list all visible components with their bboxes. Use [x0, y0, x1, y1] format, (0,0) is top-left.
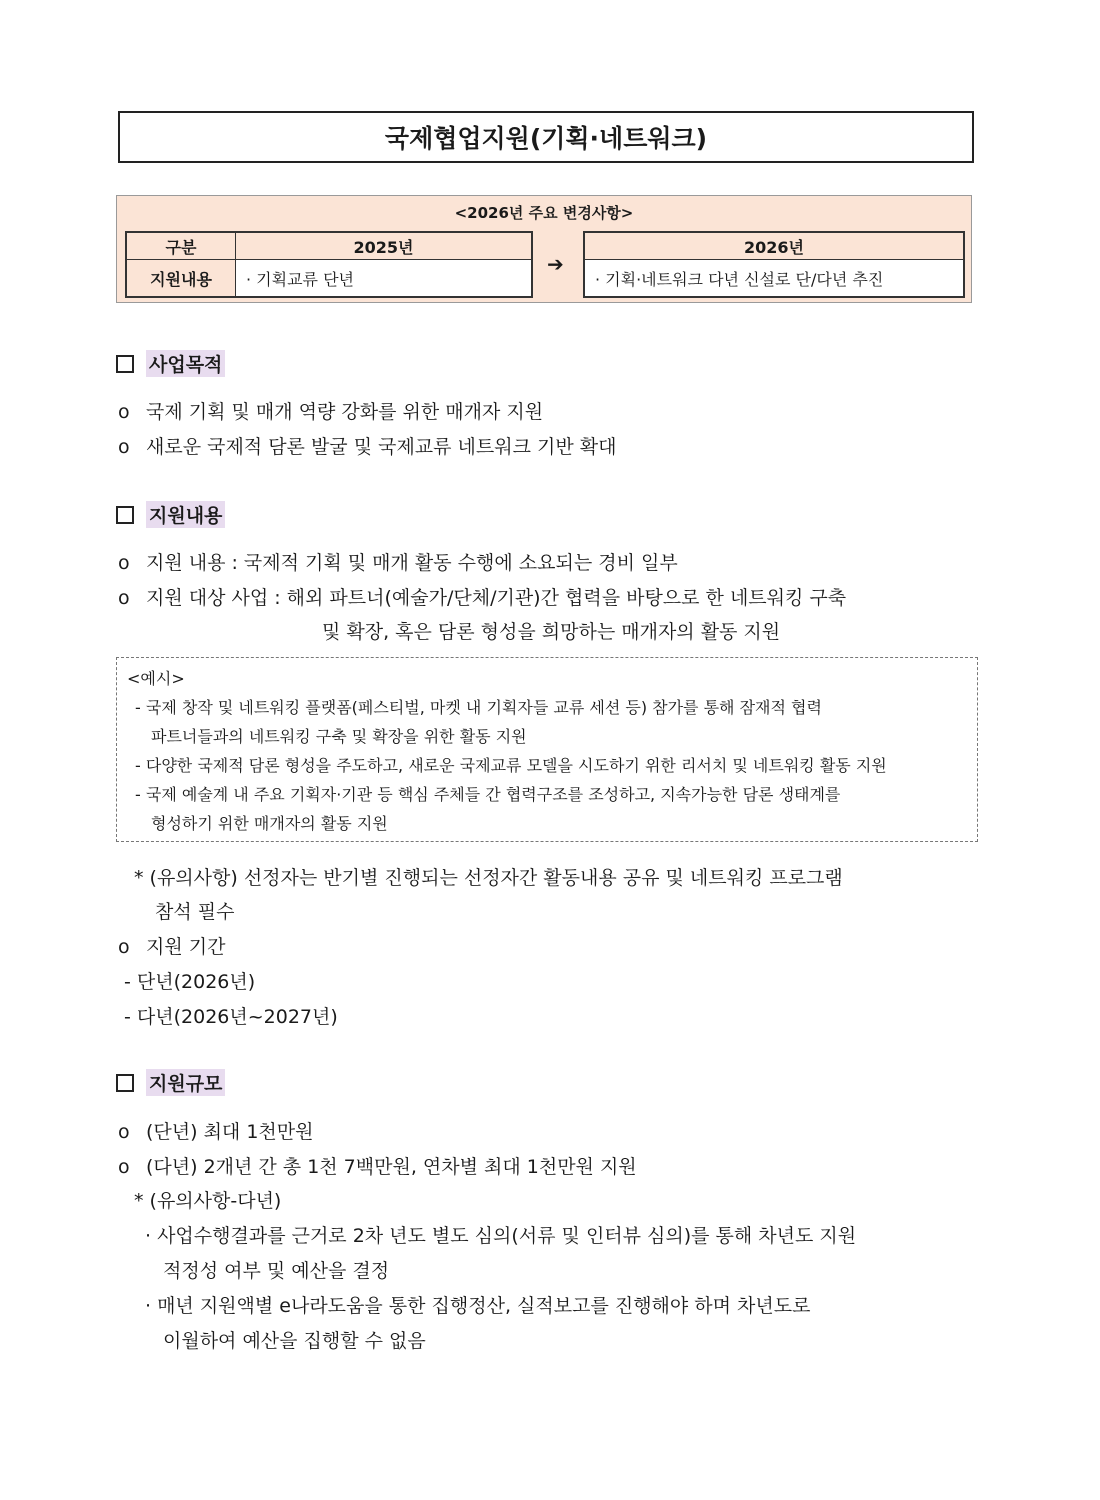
scale-note-1: · 사업수행결과를 근거로 2차 년도 별도 심의(서류 및 인터뷰 심의)를 통해 차년도 지원	[145, 1225, 857, 1247]
changes-table-2026	[583, 231, 965, 298]
section-support-heading: 지원내용	[116, 501, 225, 528]
arrow-right-icon: ➔	[547, 252, 564, 276]
col-2026: 2026년	[584, 232, 964, 260]
col-category: 구분	[126, 232, 236, 260]
changes-panel	[116, 195, 972, 303]
purpose-item-2: o 새로운 국제적 담론 발굴 및 국제교류 네트워크 기반 확대	[118, 436, 617, 458]
scale-item-1: o (단년) 최대 1천만원	[118, 1121, 314, 1143]
examples-box	[116, 657, 978, 842]
changes-table-2025	[125, 231, 533, 298]
section-scale-heading: 지원규모	[116, 1069, 225, 1096]
period-single: - 단년(2026년)	[124, 971, 256, 993]
scale-note-2-cont: 이월하여 예산을 집행할 수 없음	[163, 1330, 426, 1352]
examples-label: <예시>	[127, 669, 185, 688]
row-label: 지원내용	[126, 260, 236, 298]
example-2: - 다양한 국제적 담론 형성을 주도하고, 새로운 국제교류 모델을 시도하기 위한 리서치 및 네트워킹 활동 지원	[135, 756, 887, 775]
example-3: - 국제 예술계 내 주요 기획자·기관 등 핵심 주체들 간 협력구조를 조성하고, 지속가능한 담론 생태계를	[135, 785, 841, 804]
support-note-cont: 참석 필수	[155, 901, 235, 923]
example-1-cont: 파트너들과의 네트워킹 구축 및 확장을 위한 활동 지원	[151, 727, 527, 746]
checkbox-square-icon	[116, 1074, 134, 1092]
checkbox-square-icon	[116, 355, 134, 373]
support-period: o 지원 기간	[118, 936, 226, 958]
section-purpose-heading: 사업목적	[116, 350, 225, 377]
example-1: - 국제 창작 및 네트워킹 플랫폼(페스티벌, 마켓 내 기획자들 교류 세션 등) 참가를 통해 잠재적 협력	[135, 698, 822, 717]
value-2026: · 기획·네트워크 다년 신설로 단/다년 추진	[584, 260, 964, 298]
value-2025: · 기획교류 단년	[236, 260, 533, 298]
scale-note-heading: * (유의사항-다년)	[134, 1190, 282, 1212]
support-item-2: o 지원 대상 사업 : 해외 파트너(예술가/단체/기관)간 협력을 바탕으로 한 네트워킹 구축	[118, 587, 847, 609]
support-item-2-cont: 및 확장, 혹은 담론 형성을 희망하는 매개자의 활동 지원	[322, 621, 781, 643]
changes-heading: <2026년 주요 변경사항>	[454, 204, 634, 222]
support-item-1: o 지원 내용 : 국제적 기획 및 매개 활동 수행에 소요되는 경비 일부	[118, 552, 678, 574]
period-multi: - 다년(2026년~2027년)	[124, 1006, 338, 1028]
scale-note-2: · 매년 지원액별 e나라도움을 통한 집행정산, 실적보고를 진행해야 하며 차년도로	[145, 1295, 811, 1317]
scale-note-1-cont: 적정성 여부 및 예산을 결정	[163, 1260, 390, 1282]
col-2025: 2025년	[236, 232, 533, 260]
example-3-cont: 형성하기 위한 매개자의 활동 지원	[151, 814, 388, 833]
page-title: 국제협업지원(기획·네트워크)	[118, 111, 974, 163]
purpose-item-1: o 국제 기획 및 매개 역량 강화를 위한 매개자 지원	[118, 401, 544, 423]
scale-item-2: o (다년) 2개년 간 총 1천 7백만원, 연차별 최대 1천만원 지원	[118, 1156, 637, 1178]
support-note: * (유의사항) 선정자는 반기별 진행되는 선정자간 활동내용 공유 및 네트워킹 프로그램	[134, 867, 843, 889]
checkbox-square-icon	[116, 506, 134, 524]
